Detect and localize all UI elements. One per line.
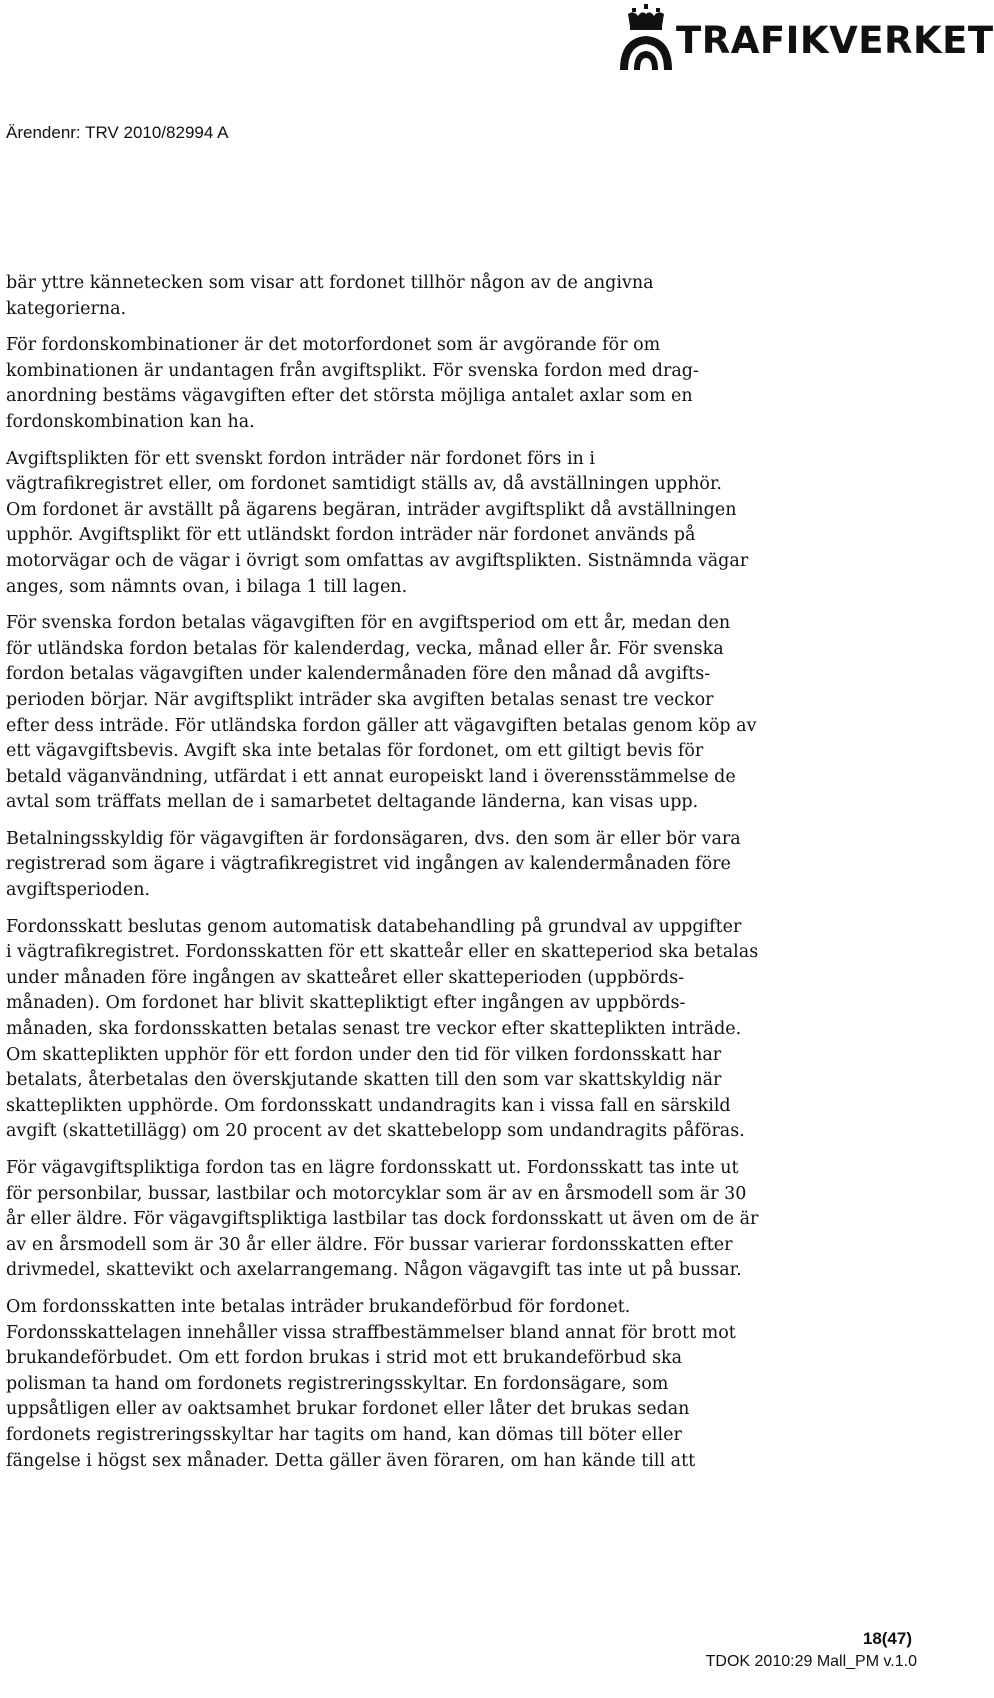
case-number: Ärendenr: TRV 2010/82994 A	[6, 123, 229, 142]
paragraph: Avgiftsplikten för ett svenskt fordon inträder när fordonet förs in i vägtrafikregistret eller, om fordonet samtidigt ställs av, då avställningen upphör. Om fordonet är avställt på ägarens begäran, inträder avgiftsplikt då avställningen upphör. Avgiftsplikt för ett utländskt fordon inträder när fordonet används på motorvägar och de vägar i övrigt som omfattas av avgiftsplikten. Sistnämnda vägar anges, som nämnts ovan, i bilaga 1 till lagen.	[6, 448, 749, 597]
paragraph: bär yttre kännetecken som visar att fordonet tillhör någon av de angivna kategorierna.	[6, 273, 654, 319]
trafikverket-logo	[618, 4, 994, 74]
paragraph: För fordonskombinationer är det motorfordonet som är avgörande för om kombinationen är undantagen från avgiftsplikt. För svenska fordon med drag- anordning bestäms vägavgiften efter det största möjliga antalet axlar som en fordonskombination kan ha.	[6, 335, 699, 432]
paragraph: Om fordonsskatten inte betalas inträder brukandeförbud för fordonet. Fordonsskattelagen innehåller vissa straffbestämmelser bland annat för brott mot brukandeförbudet. Om ett fordon brukas i strid mot ett brukandeförbud ska polisman ta hand om fordonets registreringsskyltar. En fordonsägare, som uppsåtligen eller av oaktsamhet brukar fordonet eller låter det brukas sedan fordonets registreringsskyltar har tagits om hand, kan dömas till böter eller fängelse i högst sex månader. Detta gäller även föraren, om han kände till att	[6, 1296, 736, 1471]
crown-emblem-icon	[618, 4, 676, 74]
paragraph: För svenska fordon betalas vägavgiften för en avgiftsperiod om ett år, medan den för utländska fordon betalas för kalenderdag, vecka, månad eller år. För svenska fordon betalas vägavgiften under kalendermånaden före den månad då avgifts- perioden börjar. När avgiftsplikt inträder ska avgiften betalas senast tre veckor efter dess inträde. För utländska fordon gäller att vägavgiften betalas genom köp av ett vägavgiftsbevis. Avgift ska inte betalas för fordonet, om ett giltigt bevis för betald väganvändning, utfärdat i ett annat europeiskt land i överensstämmelse de avtal som träffats mellan de i samarbetet deltagande länderna, kan visas upp.	[6, 613, 757, 813]
document-body	[6, 271, 806, 1485]
paragraph: Betalningsskyldig för vägavgiften är fordonsägaren, dvs. den som är eller bör vara registrerad som ägare i vägtrafikregistret vid ingången av kalendermånaden före avgiftsperioden.	[6, 828, 741, 901]
paragraph: För vägavgiftspliktiga fordon tas en lägre fordonsskatt ut. Fordonsskatt tas inte ut för personbilar, bussar, lastbilar och motorcyklar som är av en årsmodell som är 30 år eller äldre. För vägavgiftspliktiga lastbilar tas dock fordonsskatt ut även om de är av en årsmodell som är 30 år eller äldre. För bussar varierar fordonsskatten efter drivmedel, skattevikt och axelarrangemang. Någon vägavgift tas inte ut på bussar.	[6, 1158, 759, 1281]
template-id: TDOK 2010:29 Mall_PM v.1.0	[705, 1653, 917, 1670]
paragraph: Fordonsskatt beslutas genom automatisk databehandling på grundval av uppgifter i vägtrafikregistret. Fordonsskatten för ett skatteår eller en skatteperiod ska betalas under månaden före ingången av skatteåret eller skatteperioden (uppbörds- månaden). Om fordonet har blivit skattepliktigt efter ingången av uppbörds- månaden, ska fordonsskatten betalas senast tre veckor efter skatteplikten inträde. Om skatteplikten upphör för ett fordon under den tid för vilken fordonsskatt har betalats, återbetalas den överskjutande skatten till den som var skattskyldig när skatteplikten upphörde. Om fordonsskatt undandragits kan i vissa fall en särskild avgift (skattetillägg) om 20 procent av det skattebelopp som undandragits påföras.	[6, 916, 759, 1142]
page-number: 18(47)	[862, 1629, 912, 1648]
logo-wordmark: TRAFIKVERKET	[676, 19, 994, 62]
